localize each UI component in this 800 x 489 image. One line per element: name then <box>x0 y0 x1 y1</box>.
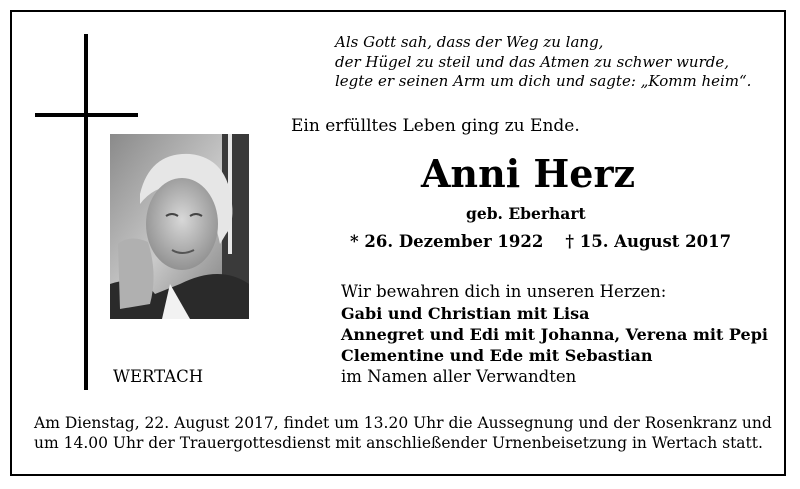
remembrance-line: Wir bewahren dich in unseren Herzen: <box>341 282 667 301</box>
poem <box>335 33 751 92</box>
death-date: † 15. August 2017 <box>565 232 732 251</box>
funeral-notice-line: Am Dienstag, 22. August 2017, findet um 13.20 Uhr die Aussegnung und der Rosenkranz und <box>34 414 772 432</box>
portrait-photo <box>110 134 249 319</box>
cross-horizontal-bar <box>35 113 138 117</box>
maiden-name: geb. Eberhart <box>466 204 586 223</box>
mourner-entry: Clementine und Ede mit Sebastian <box>341 346 653 365</box>
poem-line: der Hügel zu steil und das Atmen zu schwer wurde, <box>335 52 729 71</box>
place-name: WERTACH <box>113 367 204 386</box>
mourners-list <box>341 303 768 366</box>
relatives-line: im Namen aller Verwandten <box>341 367 577 386</box>
birth-date: * 26. Dezember 1922 <box>350 232 544 251</box>
poem-line: legte er seinen Arm um dich und sagte: „Komm heim“. <box>335 72 752 90</box>
deceased-name: Anni Herz <box>420 151 636 196</box>
funeral-notice <box>34 413 772 453</box>
mourner-entry: Annegret und Edi mit Johanna, Verena mit Pepi <box>341 325 768 344</box>
intro-line: Ein erfülltes Leben ging zu Ende. <box>291 116 580 136</box>
cross-vertical-bar <box>84 34 88 390</box>
funeral-notice-line: um 14.00 Uhr der Trauergottesdienst mit anschließender Urnenbeisetzung in Wertach statt. <box>34 434 763 452</box>
mourner-entry: Gabi und Christian mit Lisa <box>341 304 590 323</box>
life-dates <box>350 232 731 251</box>
poem-line: Als Gott sah, dass der Weg zu lang, <box>335 33 604 51</box>
